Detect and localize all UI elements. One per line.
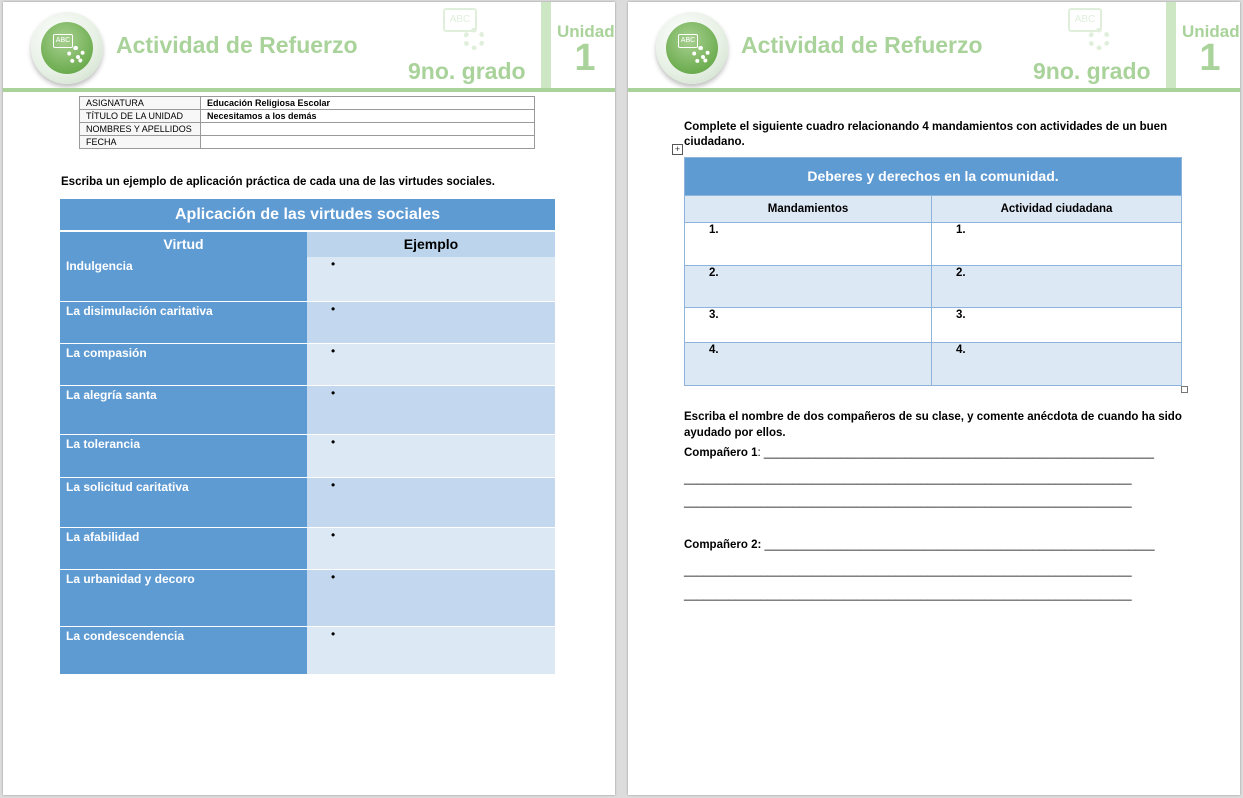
page-title: Actividad de Refuerzo: [741, 32, 983, 58]
table-row: [60, 344, 555, 386]
bullet: •: [331, 478, 336, 492]
actividad-cell[interactable]: 2.: [932, 265, 1181, 307]
example-cell[interactable]: [307, 627, 555, 675]
duties-table: [684, 157, 1182, 386]
answer-blank: ______________________________________________________________________: [684, 589, 1132, 601]
page-title: Actividad de Refuerzo: [116, 32, 358, 58]
column-header-virtud: Virtud: [60, 232, 307, 257]
table-row: [60, 257, 555, 302]
gear-icon: [692, 46, 710, 64]
answer-line[interactable]: [684, 496, 1132, 508]
virtue-name: La solicitud caritativa: [60, 478, 307, 528]
table-header-row: [685, 195, 1181, 222]
instruction-text: Complete el siguiente cuadro relacionando 4 mandamientos con actividades de un buen ciudadano.: [684, 121, 1168, 148]
virtue-name: La afabilidad: [60, 528, 307, 570]
bullet: •: [331, 435, 336, 449]
example-cell[interactable]: [307, 528, 555, 570]
bullet: •: [331, 627, 336, 641]
table-row: [60, 528, 555, 570]
answer-line[interactable]: [684, 473, 1132, 485]
answer-blank: ______________________________________________________________________: [684, 565, 1132, 577]
table-title: Aplicación de las virtudes sociales: [60, 199, 555, 232]
info-label: ASIGNATURA: [80, 97, 201, 110]
answer-line[interactable]: [684, 565, 1132, 577]
answer-line[interactable]: [684, 589, 1132, 601]
table-row: [60, 627, 555, 675]
answer-blank: ______________________________________________________________________: [684, 496, 1132, 508]
table-row: [60, 386, 555, 435]
unit-number: 1: [574, 37, 596, 79]
virtue-name: La disimulación caritativa: [60, 302, 307, 344]
unit-label: Unidad: [1182, 22, 1240, 41]
virtue-name: La condescendencia: [60, 627, 307, 675]
virtues-table: [60, 199, 555, 675]
unit-label: Unidad: [557, 22, 615, 41]
grade-label: 9no. grado: [1033, 58, 1151, 84]
info-value[interactable]: [201, 136, 535, 149]
header-divider: [3, 88, 615, 92]
table-row: [60, 478, 555, 528]
abc-board-icon: ABC: [53, 34, 73, 48]
instruction-text: Escriba un ejemplo de aplicación práctica de cada una de las virtudes sociales.: [61, 176, 495, 188]
bullet: •: [331, 257, 336, 271]
example-cell[interactable]: [307, 570, 555, 627]
grade-label: 9no. grado: [408, 58, 526, 84]
bullet: •: [331, 570, 336, 584]
example-cell[interactable]: [307, 302, 555, 344]
table-move-handle-icon[interactable]: +: [672, 144, 683, 155]
gear-icon: [67, 46, 85, 64]
table-row: [60, 570, 555, 627]
table-row: [685, 342, 1181, 385]
table-row: [685, 265, 1181, 307]
table-row: [60, 302, 555, 344]
virtue-name: La tolerancia: [60, 435, 307, 478]
example-cell[interactable]: [307, 435, 555, 478]
table-resize-handle-icon[interactable]: [1181, 386, 1188, 393]
abc-watermark-icon: ABC: [435, 6, 495, 56]
mandamiento-cell[interactable]: 4.: [685, 342, 932, 385]
companion-1-label: Compañero 1: [684, 447, 758, 459]
example-cell[interactable]: [307, 386, 555, 435]
info-label: TÍTULO DE LA UNIDAD: [80, 110, 201, 123]
page-header: [628, 2, 1240, 90]
header-divider: [628, 88, 1240, 92]
virtue-name: La compasión: [60, 344, 307, 386]
info-value[interactable]: Necesitamos a los demás: [201, 110, 535, 123]
table-title: Deberes y derechos en la comunidad.: [685, 158, 1181, 195]
virtue-name: La urbanidad y decoro: [60, 570, 307, 627]
info-value[interactable]: [201, 123, 535, 136]
unit-badge: [541, 2, 615, 88]
virtue-name: La alegría santa: [60, 386, 307, 435]
info-table: [79, 96, 535, 149]
example-cell[interactable]: [307, 344, 555, 386]
answer-blank: ______________________________________________________________________: [684, 473, 1132, 485]
bullet: •: [331, 528, 336, 542]
document-page-2: [628, 2, 1240, 795]
companion-1-line[interactable]: Compañero 1: _____________________________________________________________: [684, 447, 1155, 459]
info-label: FECHA: [80, 136, 201, 149]
info-label: NOMBRES Y APELLIDOS: [80, 123, 201, 136]
column-header-actividad: Actividad ciudadana: [932, 195, 1181, 222]
companion-2-label: Compañero 2:: [684, 539, 762, 551]
bullet: •: [331, 344, 336, 358]
mandamiento-cell[interactable]: 2.: [685, 265, 932, 307]
companion-2-line[interactable]: [684, 539, 1155, 551]
mandamiento-cell[interactable]: 1.: [685, 222, 932, 265]
answer-blank: _____________________________________________________________: [763, 447, 1155, 459]
mandamiento-cell[interactable]: 3.: [685, 307, 932, 342]
info-value[interactable]: Educación Religiosa Escolar: [201, 97, 535, 110]
table-row: [685, 307, 1181, 342]
instruction-text-2: Escriba el nombre de dos compañeros de su clase, y comente anécdota de cuando ha sido ayudado por ellos.: [684, 411, 1182, 439]
actividad-cell[interactable]: 3.: [932, 307, 1181, 342]
example-cell[interactable]: [307, 257, 555, 302]
page-header: [3, 2, 615, 90]
document-page-1: [3, 2, 615, 795]
logo: [31, 12, 103, 84]
bullet: •: [331, 386, 336, 400]
actividad-cell[interactable]: 4.: [932, 342, 1181, 385]
virtue-name: Indulgencia: [60, 257, 307, 302]
table-header-row: [60, 232, 555, 257]
table-row: [60, 435, 555, 478]
example-cell[interactable]: [307, 478, 555, 528]
abc-watermark-icon: ABC: [1060, 6, 1120, 56]
logo: [656, 12, 728, 84]
actividad-cell[interactable]: 1.: [932, 222, 1181, 265]
column-header-ejemplo: Ejemplo: [307, 232, 555, 257]
abc-board-icon: ABC: [678, 34, 698, 48]
table-row: [685, 222, 1181, 265]
bullet: •: [331, 302, 336, 316]
answer-blank: _____________________________________________________________: [764, 539, 1155, 551]
unit-number: 1: [1199, 37, 1221, 79]
unit-badge: [1166, 2, 1240, 88]
column-header-mandamientos: Mandamientos: [685, 195, 932, 222]
